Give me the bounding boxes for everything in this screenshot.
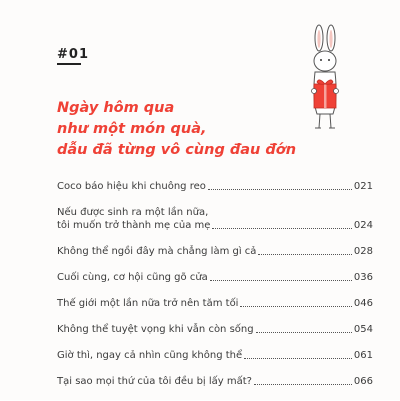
toc-entry bbox=[57, 323, 373, 336]
toc-leader-dots bbox=[240, 306, 351, 307]
toc-leader-dots bbox=[254, 384, 352, 385]
toc-entry-title: Cuối cùng, cơ hội cũng gõ cửa bbox=[57, 272, 208, 283]
toc-entry-title: Tại sao mọi thứ của tôi đều bị lấy mất? bbox=[57, 376, 252, 387]
title-line: dẫu đã từng vô cùng đau đớn bbox=[57, 142, 297, 158]
toc-entry-title: Coco báo hiệu khi chuông reo bbox=[57, 181, 206, 192]
toc-entry-page: 046 bbox=[353, 298, 373, 309]
toc-entry-page: 021 bbox=[353, 181, 373, 192]
toc-entry bbox=[57, 271, 373, 284]
toc-entry-page: 054 bbox=[353, 324, 373, 335]
toc-entry bbox=[57, 180, 373, 193]
toc-entry bbox=[57, 349, 373, 362]
toc-leader-dots bbox=[258, 254, 351, 255]
toc-entry-page: 061 bbox=[353, 350, 373, 361]
toc-entry-page: 024 bbox=[353, 220, 373, 231]
chapter-title bbox=[57, 98, 357, 161]
toc-leader-dots bbox=[244, 358, 352, 359]
title-line: Ngày hôm qua bbox=[57, 100, 175, 116]
toc-entry-title: Giờ thì, ngay cả nhìn cũng không thể bbox=[57, 350, 243, 361]
toc-entry-page: 028 bbox=[353, 246, 373, 257]
toc-leader-dots bbox=[210, 280, 352, 281]
toc-entry-title: Không thể tuyệt vọng khi vẫn còn sống bbox=[57, 324, 254, 335]
toc-leader-dots bbox=[212, 228, 352, 229]
toc-entry bbox=[57, 245, 373, 258]
toc-leader-dots bbox=[208, 189, 352, 190]
toc-leader-dots bbox=[256, 332, 352, 333]
chapter-number: #01 bbox=[57, 47, 89, 65]
toc-entry-title: Nếu được sinh ra một lần nữa, tôi muốn trở thành mẹ của mẹ bbox=[57, 207, 211, 231]
toc-entry-title: Không thể ngồi đây mà chẳng làm gì cả bbox=[57, 246, 257, 257]
toc-entry-title: Thế giới một lần nữa trở nên tăm tối bbox=[57, 298, 239, 309]
table-of-contents bbox=[57, 180, 373, 401]
toc-entry bbox=[57, 375, 373, 388]
toc-entry-page: 036 bbox=[353, 272, 373, 283]
title-line: như một món quà, bbox=[57, 121, 207, 137]
toc-entry bbox=[57, 297, 373, 310]
toc-entry-page: 066 bbox=[353, 376, 373, 387]
toc-entry bbox=[57, 206, 373, 232]
